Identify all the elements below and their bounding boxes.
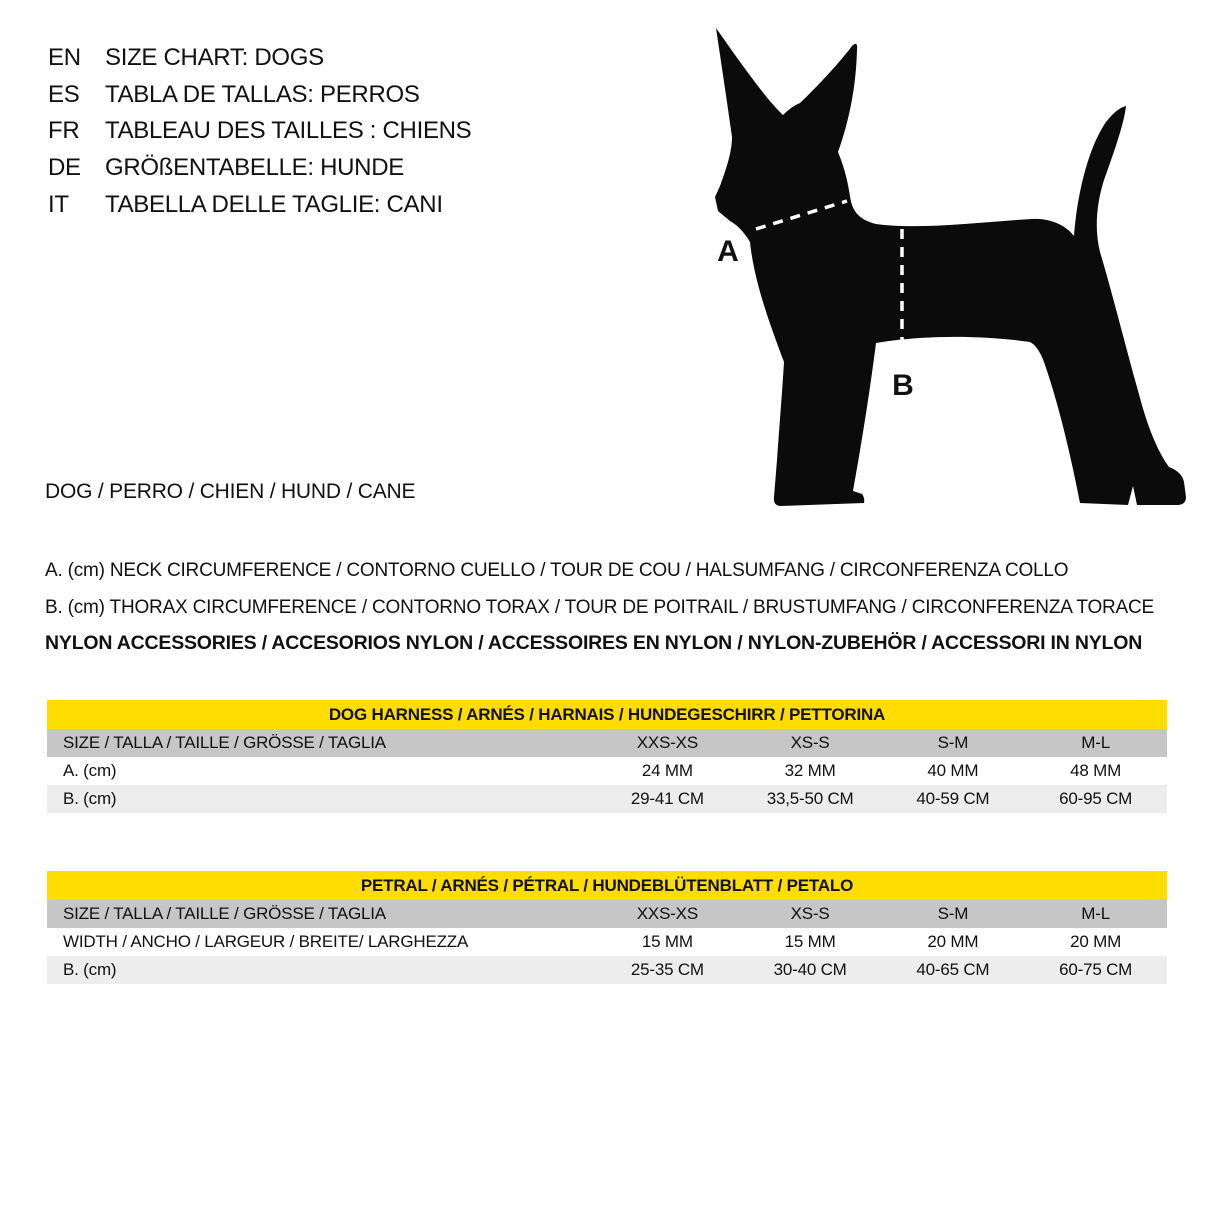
category-title: NYLON ACCESSORIES / ACCESORIOS NYLON / ACCESSOIRES EN NYLON / NYLON-ZUBEHÖR / ACCESSORI IN NYLON bbox=[45, 632, 1143, 654]
size-column-header: S-M bbox=[937, 904, 969, 923]
row-label: B. (cm) bbox=[63, 960, 117, 979]
cell-value: 15 MM bbox=[641, 932, 693, 951]
cell-value: 40-65 CM bbox=[916, 960, 990, 979]
petral-size-table bbox=[47, 871, 1167, 984]
cell-value: 24 MM bbox=[641, 761, 693, 780]
language-title-list bbox=[48, 40, 471, 223]
cell-value: 25-35 CM bbox=[630, 960, 704, 979]
size-column-header: S-M bbox=[937, 733, 969, 752]
table-title: PETRAL / ARNÉS / PÉTRAL / HUNDEBLÜTENBLATT / PETALO bbox=[47, 871, 1167, 900]
measure-label-b: B bbox=[892, 369, 914, 402]
language-row-en bbox=[48, 40, 471, 77]
dog-silhouette-icon bbox=[715, 28, 1186, 506]
language-title: SIZE CHART: DOGS bbox=[105, 44, 324, 72]
cell-value: 33,5-50 CM bbox=[766, 789, 854, 808]
language-code: IT bbox=[48, 190, 69, 218]
size-column-header: XS-S bbox=[790, 904, 830, 923]
language-code: DE bbox=[48, 154, 81, 182]
table-title: DOG HARNESS / ARNÉS / HARNAIS / HUNDEGESCHIRR / PETTORINA bbox=[47, 700, 1167, 729]
cell-value: 48 MM bbox=[1070, 761, 1122, 780]
row-label: WIDTH / ANCHO / LARGEUR / BREITE/ LARGHEZZA bbox=[63, 932, 469, 951]
size-header-row bbox=[47, 729, 1167, 757]
cell-value: 20 MM bbox=[1070, 932, 1122, 951]
row-label: B. (cm) bbox=[63, 789, 117, 808]
cell-value: 29-41 CM bbox=[630, 789, 704, 808]
table-row bbox=[47, 928, 1167, 956]
size-row-label: SIZE / TALLA / TAILLE / GRÖSSE / TAGLIA bbox=[63, 733, 386, 752]
language-row-es bbox=[48, 77, 471, 114]
animal-caption: DOG / PERRO / CHIEN / HUND / CANE bbox=[45, 480, 416, 503]
cell-value: 40 MM bbox=[927, 761, 979, 780]
language-row-it bbox=[48, 186, 471, 223]
cell-value: 32 MM bbox=[784, 761, 836, 780]
cell-value: 60-95 CM bbox=[1059, 789, 1133, 808]
thorax-measure-note: B. (cm) THORAX CIRCUMFERENCE / CONTORNO TORAX / TOUR DE POITRAIL / BRUSTUMFANG / CIRCONFERENZA TORACE bbox=[45, 597, 1155, 618]
size-header-row bbox=[47, 900, 1167, 928]
language-title: TABLA DE TALLAS: PERROS bbox=[105, 80, 420, 108]
measure-label-a: A bbox=[717, 235, 739, 268]
dog-measurement-diagram bbox=[680, 0, 1214, 534]
table-row bbox=[47, 757, 1167, 785]
language-row-de bbox=[48, 150, 471, 187]
size-column-header: M-L bbox=[1081, 733, 1110, 752]
language-code: EN bbox=[48, 44, 81, 72]
language-code: FR bbox=[48, 117, 80, 145]
row-label: A. (cm) bbox=[63, 761, 117, 780]
size-column-header: XXS-XS bbox=[636, 733, 698, 752]
language-title: GRÖßENTABELLE: HUNDE bbox=[105, 154, 404, 182]
table-row bbox=[47, 956, 1167, 984]
language-row-fr bbox=[48, 113, 471, 150]
size-column-header: XXS-XS bbox=[636, 904, 698, 923]
language-title: TABLEAU DES TAILLES : CHIENS bbox=[105, 117, 472, 145]
language-title: TABELLA DELLE TAGLIE: CANI bbox=[105, 190, 443, 218]
cell-value: 40-59 CM bbox=[916, 789, 990, 808]
size-column-header: M-L bbox=[1081, 904, 1110, 923]
cell-value: 15 MM bbox=[784, 932, 836, 951]
size-column-header: XS-S bbox=[790, 733, 830, 752]
size-row-label: SIZE / TALLA / TAILLE / GRÖSSE / TAGLIA bbox=[63, 904, 386, 923]
cell-value: 20 MM bbox=[927, 932, 979, 951]
table-row bbox=[47, 785, 1167, 813]
cell-value: 30-40 CM bbox=[773, 960, 847, 979]
cell-value: 60-75 CM bbox=[1059, 960, 1133, 979]
language-code: ES bbox=[48, 80, 80, 108]
harness-size-table bbox=[47, 700, 1167, 813]
neck-measure-note: A. (cm) NECK CIRCUMFERENCE / CONTORNO CUELLO / TOUR DE COU / HALSUMFANG / CIRCONFERENZA COLLO bbox=[45, 560, 1069, 581]
